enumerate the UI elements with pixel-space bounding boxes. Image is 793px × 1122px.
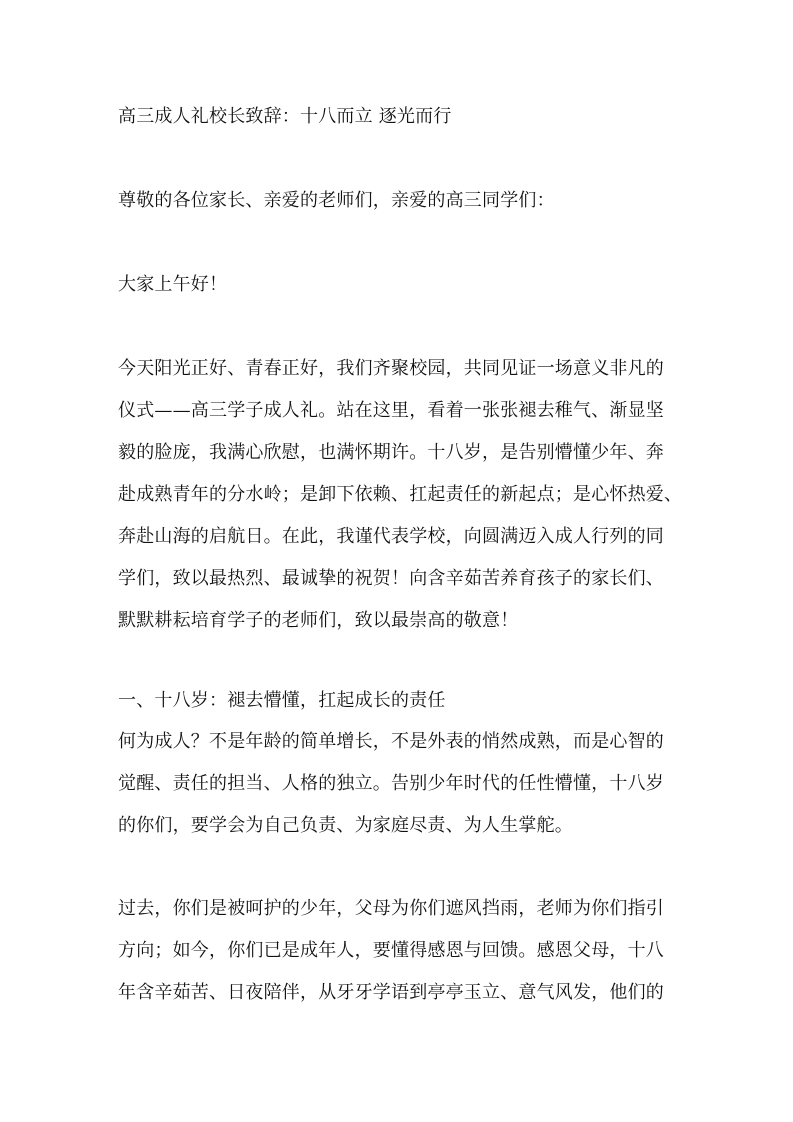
- paragraph-line: 的你们，要学会为自己负责、为家庭尽责、为人生掌舵。: [118, 815, 573, 836]
- paragraph-line: 过去，你们是被呵护的少年，父母为你们遮风挡雨，老师为你们指引: [118, 898, 664, 919]
- paragraph-line: 年含辛茹苦、日夜陪伴，从牙牙学语到亭亭玉立、意气风发，他们的: [118, 982, 664, 1003]
- paragraph-line: 何为成人？不是年龄的简单增长，不是外表的悄然成熟，而是心智的: [118, 731, 664, 752]
- paragraph-line: 赴成熟青年的分水岭；是卸下依赖、扛起责任的新起点；是心怀热爱、: [118, 484, 683, 505]
- paragraph-line: 学们，致以最热烈、最诚挚的祝贺！向含辛茹苦养育孩子的家长们、: [118, 568, 664, 589]
- section-heading: 一、十八岁：褪去懵懂，扛起成长的责任: [118, 690, 446, 711]
- document-title: 高三成人礼校长致辞：十八而立 逐光而行: [118, 106, 452, 127]
- paragraph-line: 方向；如今，你们已是成年人，要懂得感恩与回馈。感恩父母，十八: [118, 940, 664, 961]
- paragraph-line: 仪式——高三学子成人礼。站在这里，看着一张张褪去稚气、渐显坚: [118, 400, 664, 421]
- paragraph-line: 默默耕耘培育学子的老师们，致以最崇高的敬意！: [118, 610, 519, 631]
- paragraph-line: 毅的脸庞，我满心欣慰，也满怀期许。十八岁，是告别懵懂少年、奔: [118, 442, 664, 463]
- greeting: 大家上午好！: [118, 274, 228, 295]
- paragraph-line: 今天阳光正好、青春正好，我们齐聚校园，共同见证一场意义非凡的: [118, 358, 664, 379]
- paragraph-line: 奔赴山海的启航日。在此，我谨代表学校，向圆满迈入成人行列的同: [118, 526, 664, 547]
- salutation: 尊敬的各位家长、亲爱的老师们，亲爱的高三同学们：: [118, 190, 555, 211]
- paragraph-line: 觉醒、责任的担当、人格的独立。告别少年时代的任性懵懂，十八岁: [118, 773, 664, 794]
